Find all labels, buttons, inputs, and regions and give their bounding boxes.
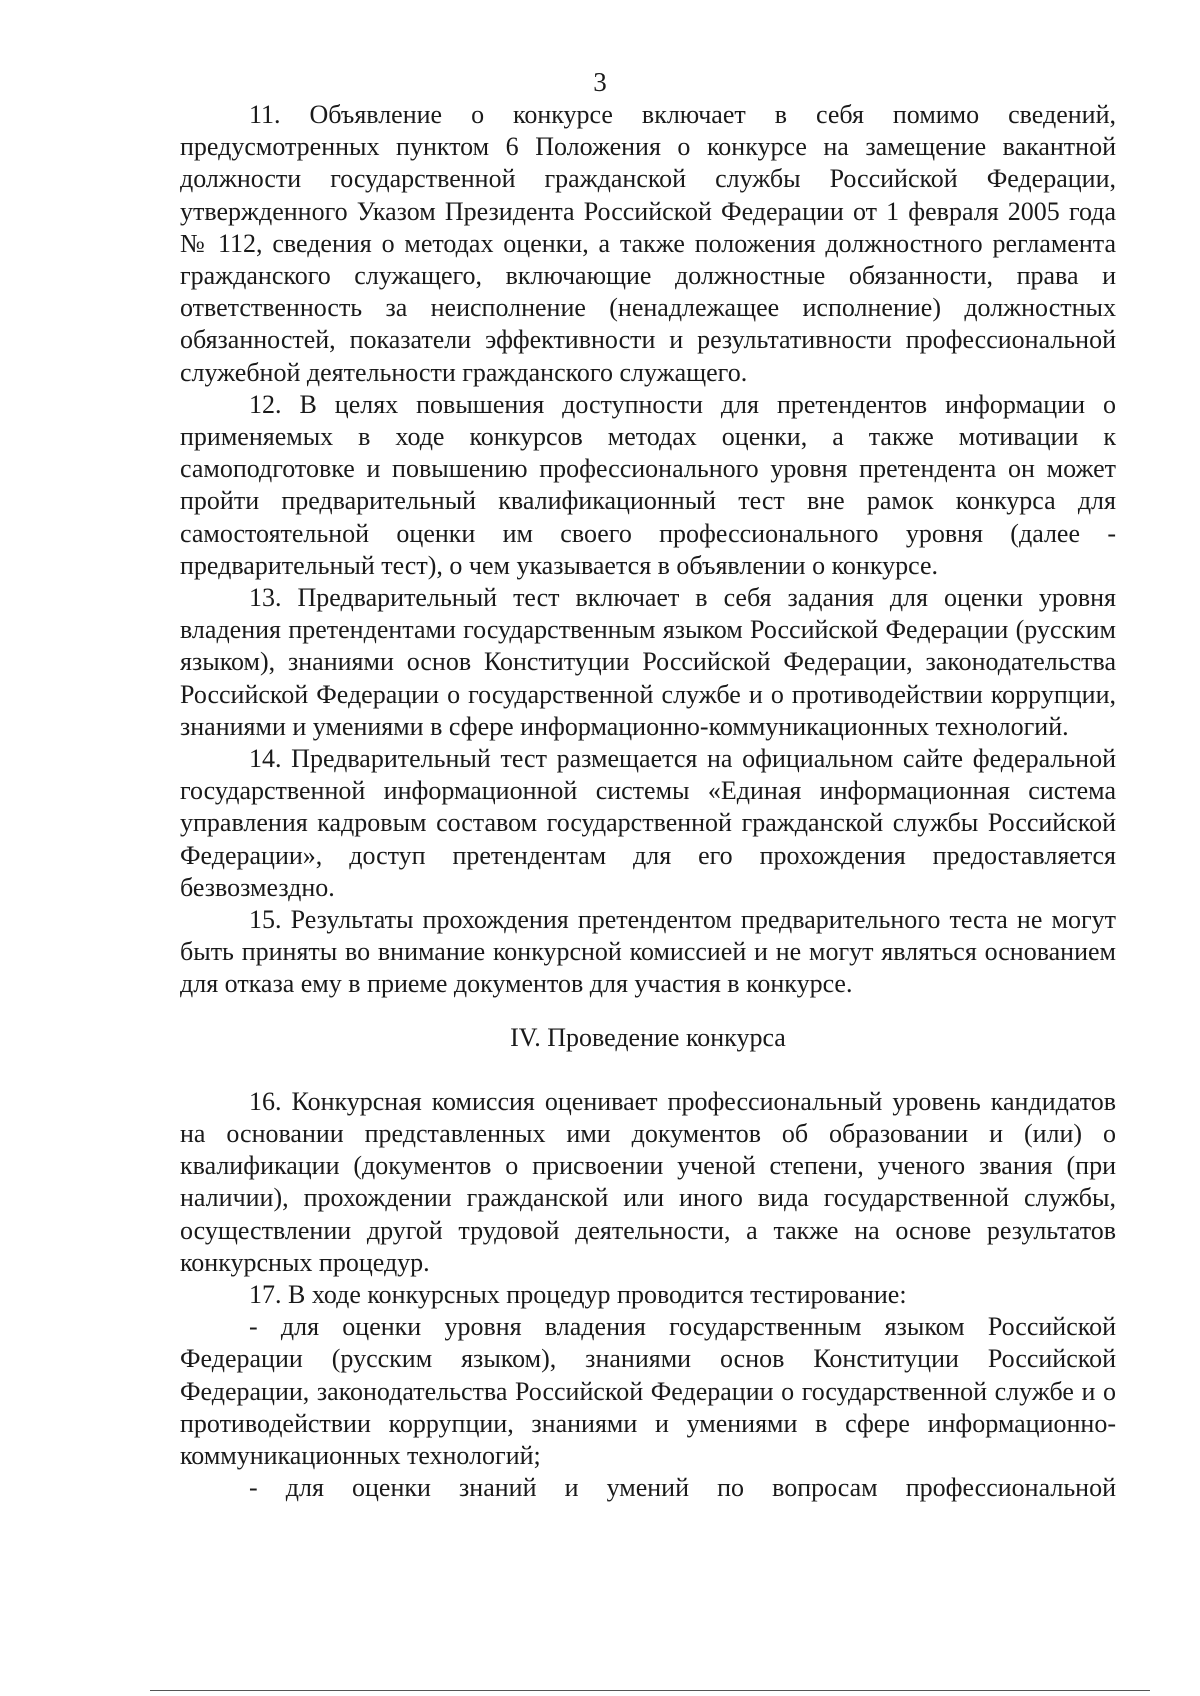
document-body [180, 99, 1116, 1504]
paragraph-14: 14. Предварительный тест размещается на официальном сайте федеральной государственной информационной системы «Единая информационная система управления кадровым составом государственной гражданской службы Российской Федерации», доступ претендентам для его прохождения предоставляется безвозмездно. [180, 744, 1116, 902]
page-number: 3 [593, 67, 607, 97]
list-item-testing-language: - для оценки уровня владения государственным языком Российской Федерации (русским языком), знаниями основ Конституции Российской Федерации, законодательства Российской Федерации о государственной службе и о противодействии коррупции, знаниями и умениями в сфере информационно-коммуникационных технологий; [180, 1312, 1116, 1470]
paragraph-16: 16. Конкурсная комиссия оценивает профессиональный уровень кандидатов на основании представленных ими документов об образовании и (или) о квалификации (документов о присвоении ученой степени, ученого звания (при наличии), прохождении гражданской или иного вида государственной службы, осуществлении другой трудовой деятельности, а также на основе результатов конкурсных процедур. [180, 1086, 1116, 1277]
paragraph-13: 13. Предварительный тест включает в себя задания для оценки уровня владения претендентами государственным языком Российской Федерации (русским языком), знаниями основ Конституции Российской Федерации, законодательства Российской Федерации о государственной службе и о противодействии коррупции, знаниями и умениями в сфере информационно-коммуникационных технологий. [180, 583, 1116, 741]
section-heading: IV. Проведение конкурса [510, 1022, 786, 1052]
paragraph-17: 17. В ходе конкурсных процедур проводится тестирование: [249, 1279, 907, 1309]
paragraph-15: 15. Результаты прохождения претендентом предварительного теста не могут быть приняты во внимание конкурсной комиссией и не могут являться основанием для отказа ему в приеме документов для участия в конкурсе. [180, 905, 1116, 999]
page-bottom-rule [150, 1690, 1150, 1691]
paragraph-12: 12. В целях повышения доступности для претендентов информации о применяемых в ходе конкурсов методах оценки, а также мотивации к самоподготовке и повышению профессионального уровня претендента он может пройти предварительный квалификационный тест вне рамок конкурса для самостоятельной оценки им своего профессионального уровня (далее - предварительный тест), о чем указывается в объявлении о конкурсе. [180, 389, 1116, 580]
list-item-testing-professional: - для оценки знаний и умений по вопросам профессиональной [249, 1473, 1116, 1503]
paragraph-11: 11. Объявление о конкурсе включает в себя помимо сведений, предусмотренных пунктом 6 Положения о конкурсе на замещение вакантной должности государственной гражданской службы Российской Федерации, утвержденного Указом Президента Российской Федерации от 1 февраля 2005 года № 112, сведения о методах оценки, а также положения должностного регламента гражданского служащего, включающие должностные обязанности, права и ответственность за неисполнение (ненадлежащее исполнение) должностных обязанностей, показатели эффективности и результативности профессиональной служебной деятельности гражданского служащего. [180, 100, 1116, 387]
